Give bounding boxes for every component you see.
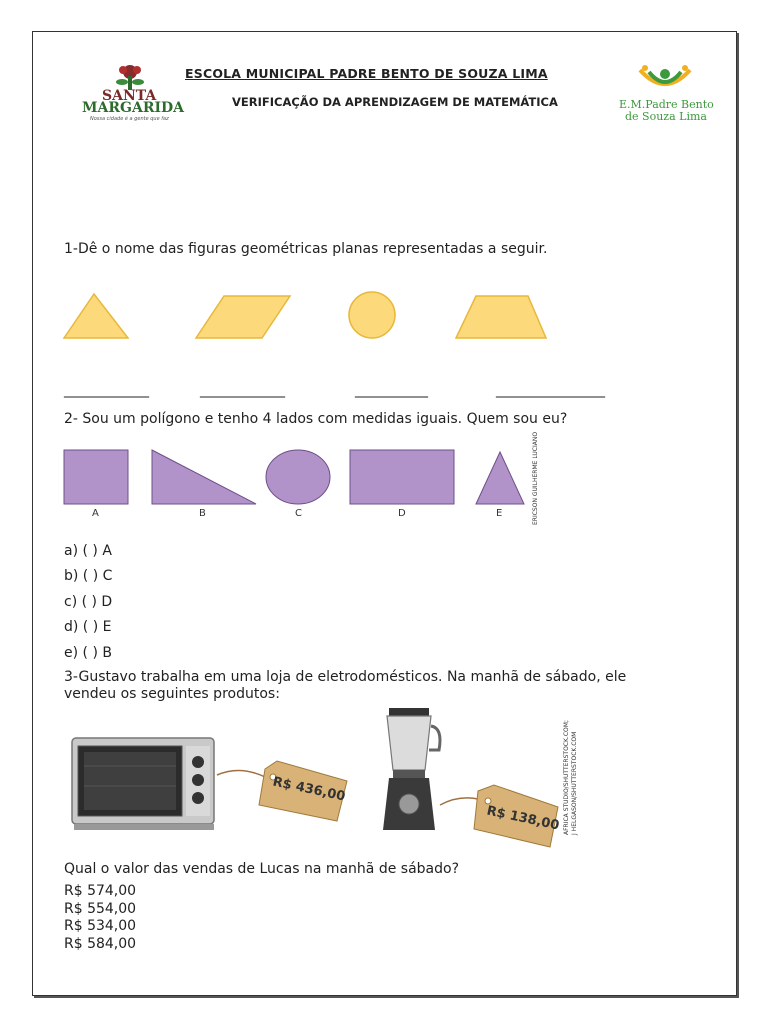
option-a[interactable]: a) ( ) A xyxy=(64,543,112,559)
school-name: ESCOLA MUNICIPAL PADRE BENTO DE SOUZA LIMA xyxy=(185,66,548,81)
santa-margarida-logo xyxy=(80,62,184,122)
option-b[interactable]: b) ( ) C xyxy=(64,568,113,584)
answer-blank-4[interactable]: __________________ xyxy=(496,382,604,398)
shape-label-b: B xyxy=(199,508,206,519)
answer-blank-1[interactable]: ______________ xyxy=(64,382,148,398)
worksheet-page xyxy=(32,31,737,996)
shape-label-e: E xyxy=(496,508,503,519)
trapezoid-icon xyxy=(456,296,546,338)
oven-price: R$ 436,00 xyxy=(271,774,347,805)
answer-blank-2[interactable]: ______________ xyxy=(200,382,284,398)
right-triangle-icon xyxy=(152,450,256,504)
logo-line2: de Souza Lima xyxy=(625,110,707,123)
square-icon xyxy=(64,450,128,504)
shape-label-c: C xyxy=(295,508,302,519)
answer-1[interactable]: R$ 574,00 xyxy=(64,883,137,899)
option-d[interactable]: d) ( ) E xyxy=(64,619,112,635)
option-e[interactable]: e) ( ) B xyxy=(64,645,112,661)
triangle-icon xyxy=(64,294,128,338)
people-hands-icon xyxy=(615,62,715,98)
circle-shape-icon xyxy=(266,450,330,504)
oven-icon xyxy=(70,736,220,836)
isosceles-triangle-icon xyxy=(476,452,524,504)
q1-shapes xyxy=(60,288,560,344)
logo-tagline: Nossa cidade é a gente que faz xyxy=(90,116,169,122)
blender-icon xyxy=(375,706,445,836)
logo-margarida: MARGARIDA xyxy=(82,100,184,116)
image-credit-q2: ERICSON GUILHERME LUCIANO xyxy=(532,431,539,525)
page-title: VERIFICAÇÃO DA APRENDIZAGEM DE MATEMÁTICA xyxy=(232,95,558,109)
school-logo xyxy=(615,62,715,124)
parallelogram-icon xyxy=(196,296,290,338)
shape-label-a: A xyxy=(92,508,99,519)
shape-label-d: D xyxy=(398,508,406,519)
question-2-text: 2- Sou um polígono e tenho 4 lados com medidas iguais. Quem sou eu? xyxy=(64,411,568,427)
option-c[interactable]: c) ( ) D xyxy=(64,594,113,610)
question-1-text: 1-Dê o nome das figuras geométricas planas representadas a seguir. xyxy=(64,241,548,257)
answer-3[interactable]: R$ 534,00 xyxy=(64,918,137,934)
question-3-text-line1: 3-Gustavo trabalha em uma loja de eletrodomésticos. Na manhã de sábado, ele xyxy=(64,669,627,685)
answer-4[interactable]: R$ 584,00 xyxy=(64,936,137,952)
question-3-prompt: Qual o valor das vendas de Lucas na manhã de sábado? xyxy=(64,861,460,877)
logo-santa: SANTA xyxy=(102,88,157,104)
blender-price: R$ 138,00 xyxy=(485,803,561,834)
question-3-text-line2: vendeu os seguintes produtos: xyxy=(64,686,280,702)
logo-line1: E.M.Padre Bento xyxy=(619,98,714,111)
image-credit-q3-line2: J HELGASON/SHUTTERSTOCK.COM xyxy=(571,731,578,835)
circle-icon xyxy=(349,292,395,338)
image-credit-q3-line1: AFRICA STUDIO/SHUTTERSTOCK.COM; xyxy=(563,720,570,835)
answer-blank-3[interactable]: ____________ xyxy=(355,382,427,398)
rectangle-icon xyxy=(350,450,454,504)
q2-shapes xyxy=(60,446,540,508)
answer-2[interactable]: R$ 554,00 xyxy=(64,901,137,917)
